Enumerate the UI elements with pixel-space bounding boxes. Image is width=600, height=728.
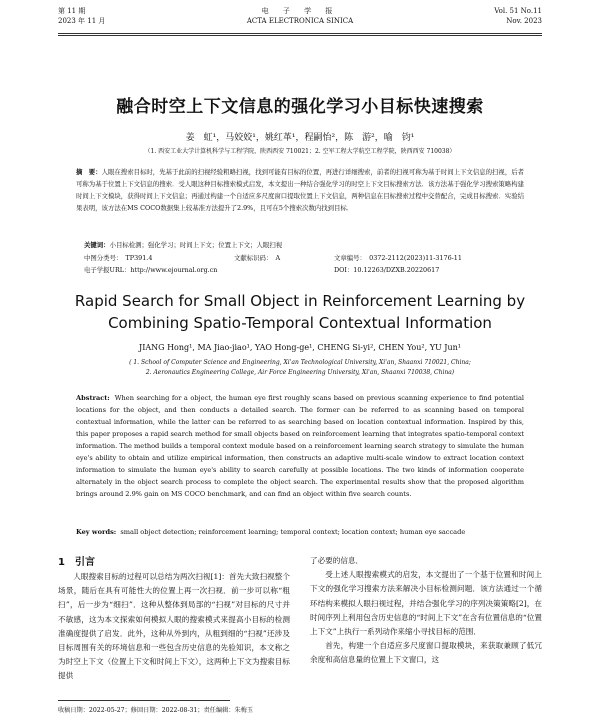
title-en-line-2: Combining Spatio-Temporal Contextual Information <box>108 314 492 332</box>
body-column-left <box>58 570 290 684</box>
body-column-right <box>310 554 542 668</box>
keywords-cn-label: 关键词： <box>84 241 110 249</box>
issue-cn: 第 11 期 <box>58 7 86 15</box>
clc-number: 中图分类号： TP391.4 <box>84 254 153 262</box>
body-paragraph: 首先，构建一个自适应多尺度窗口提取模块，来获取兼顾了低冗余度和高信息量的位置上下文窗口，这 <box>310 641 542 665</box>
abstract-en-text: When searching for a object, the human eye first roughly scans based on previous scanning experience to find potential locations for the object, and then conducts a detailed search. The former can be referred to as scanning based on temporal contextual information, while the latter can be referred to as searching based on location contextual information. Inspired by this, this paper proposes a rapid search method for small objects based on reinforcement learning that integrates spatio-temporal context information. The method builds a temporal context module based on a reinforcement learning search strategy to simulate the human eye's ability to obtain and utilize empirical information, then constructs an adaptive multi-scale window to extract location context information to simulate the human eye's ability to search carefully at possible locations. The two kinds of information cooperate alternately in the object search process to complete the object search. The experimental results show that the proposed algorithm brings around 2.9% gain on MS COCO benchmark, and can find an object within five search counts. <box>76 394 524 498</box>
journal-url[interactable]: 电子学报URL：http://www.ejournal.org.cn <box>84 266 218 274</box>
abstract-en-label: Abstract: <box>76 394 110 402</box>
title-en-line-1: Rapid Search for Small Object in Reinforcement Learning by <box>74 292 526 310</box>
date-en: Nov. 2023 <box>506 17 542 25</box>
authors-cn: 姜 虹¹，马姣姣¹，姚红革¹，程嗣怡²，陈 游²，喻 钧¹ <box>185 133 415 143</box>
authors-en: JIANG Hong¹, MA Jiao-jiao¹, YAO Hong-ge¹, CHENG Si-yi², CHEN You², YU Jun¹ <box>139 343 461 352</box>
header-rule-bottom <box>58 35 542 36</box>
abstract-cn-text: 人眼在搜索目标时，先基于此前的扫视经验粗略扫视，找到可能有目标的位置，再进行详细搜索，前者的扫视可称为基于时间上下文信息的扫视，后者可称为基于位置上下文信息的搜索．受人眼这种目标搜索模式启发，本文提出一种结合强化学习的时空上下文目标搜索方法．该方法基于强化学习搜索策略构建时间上下文模块，获得时间上下文信息；再通过构建一个自适应多尺度窗口提取位置上下文信息，两种信息在目标搜索过程中交替配合，完成目标搜索．实验结果表明，该方法在MS COCO数据集上较基准方法提升了2.9%，且可在5个搜索次数内找到目标． <box>76 168 525 212</box>
affiliation-en-1: ( 1. School of Computer Science and Engineering, Xi'an Technological University, Xi'an, Shaanxi 710021, China; <box>129 359 471 366</box>
keywords-en-text: small object detection; reinforcement learning; temporal context; location context; human eye saccade <box>120 528 466 536</box>
keywords-cn-text: 小目标检测；强化学习；时间上下文；位置上下文；人眼扫视 <box>109 241 283 249</box>
affiliation-en-2: 2. Aeronautics Engineering College, Air Force Engineering University, Xi'an, Shaanxi 710038, China) <box>145 369 455 376</box>
document-code: 文献标识码： A <box>234 254 281 262</box>
keywords-en <box>76 528 524 536</box>
title-en <box>58 290 542 334</box>
body-paragraph: 人眼搜索目标的过程可以总结为两次扫视[1]：首先大致扫视整个场景，随后在具有可能性大的位置上再一次扫视．前一步可以称“粗扫”，后一步为“细扫”．这种从整体到局部的“扫视”对目标的尺寸并不敏感，这为本文探索如何模拟人眼的搜索模式来提高小目标的检测准确度提供了启发．此外，这种从外到内，从粗到细的“扫视”还涉及目标周围有关的环境信息和一些包含历史信息的先验知识，本文称之为时空上下文（位置上下文和时间上下文），这两种上下文为搜索目标提供 <box>58 572 290 681</box>
journal-name-en: ACTA ELECTRONICA SINICA <box>246 17 354 25</box>
body-paragraph: 受上述人眼搜索模式的启发，本文提出了一个基于位置和时间上下文的强化学习搜索方法来解决小目标检测问题．该方法通过一个循环结构来模拟人眼扫视过程，并结合强化学习的序列决策策略[2]，在时间序列上利用包含历史信息的“时间上下文”在含有位置信息的“位置上下文”上执行一系列动作来缩小寻找目标的范围． <box>310 570 542 637</box>
affiliation-en <box>58 358 542 378</box>
date-cn: 2023 年 11 月 <box>58 17 106 25</box>
abstract-en <box>76 392 524 500</box>
article-number: 文章编号： 0372-2112(2023)11-3176-11 <box>334 254 462 262</box>
abstract-cn-label: 摘 要： <box>76 168 102 176</box>
title-cn: 融合时空上下文信息的强化学习小目标快速搜索 <box>116 97 484 117</box>
header-center <box>58 6 542 26</box>
keywords-cn <box>84 240 516 249</box>
footnote-rule <box>58 700 230 701</box>
header-right <box>494 6 542 26</box>
doi[interactable]: DOI：10.12263/DZXB.20220617 <box>334 266 440 274</box>
affiliation-cn: （1. 西安工业大学计算机科学与工程学院，陕西西安 710021；2. 空军工程大学航空工程学院，陕西西安 710038） <box>144 148 456 155</box>
body-paragraph: 了必要的信息． <box>310 556 364 565</box>
keywords-en-label: Key words: <box>76 528 117 536</box>
volume-number: Vol. 51 No.11 <box>494 7 542 15</box>
article-metadata <box>84 252 524 276</box>
received-date-footnote: 收稿日期：2022-05-27；修回日期：2022-08-31；责任编辑：朱梅玉 <box>58 707 254 714</box>
abstract-cn <box>76 166 524 214</box>
section-heading-introduction: 1 引言 <box>58 557 95 568</box>
header-rule-top <box>58 33 542 34</box>
journal-name-cn: 电 子 学 报 <box>261 7 339 15</box>
